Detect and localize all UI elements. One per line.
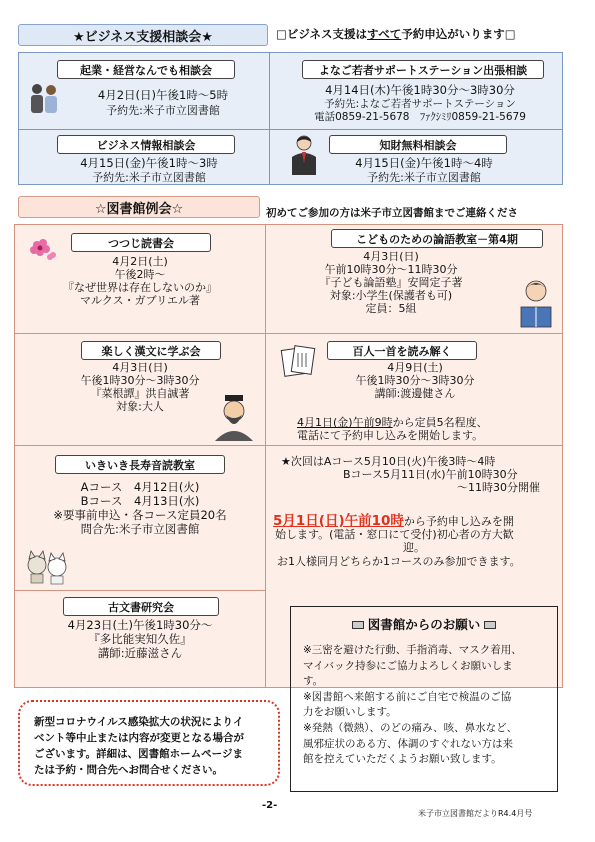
ip-consult-title: 知財無料相談会 <box>329 135 507 154</box>
tsutsuji-line-3: 『なぜ世界は存在しないのか』 <box>63 281 217 294</box>
tsutsuji-title: つつじ読書会 <box>71 233 211 252</box>
request-line-6: ※発熱（微熱）、のどの痛み、咳、鼻水など、 <box>303 721 518 734</box>
page-number: -2- <box>262 800 278 811</box>
next-course-line-4: 5月1日(日)午前10時から予約申し込みを開 <box>273 513 514 529</box>
komonjo-title: 古文書研究会 <box>63 597 219 616</box>
tsutsuji-line-2: 午後2時～ <box>114 268 166 281</box>
rongo-line-5: 定員：5組 <box>365 302 417 315</box>
biz-info-contact: 予約先:米子市立図書館 <box>92 171 206 184</box>
business-section-header: ★ビジネス支援相談会★ <box>18 24 268 46</box>
kanbun-line-1: 4月3日(日) <box>112 361 168 374</box>
consult-startup-title: 起業・経営なんでも相談会 <box>57 60 235 79</box>
book-icon <box>352 621 364 629</box>
request-line-2: マイバック持参にご協力よろしくお願いしま <box>303 659 513 672</box>
kanbun-title: 楽しく漢文に学ぶ会 <box>81 341 221 360</box>
hyakunin-note-1: 4月1日(金)午前9時から定員5名程度、 <box>297 416 488 429</box>
person-couple-icon <box>27 81 61 121</box>
komonjo-line-3: 講師:近藤滋さん <box>97 646 183 660</box>
rongo-line-4: 対象:小学生(保護者も可) <box>329 289 453 302</box>
business-divider-horizontal <box>19 129 562 130</box>
library-divider-vertical <box>265 225 266 687</box>
consult-startup-contact: 予約先:米子市立図書館 <box>106 104 220 117</box>
hyakunin-note-2: 電話にて予約申し込みを開始します。 <box>297 429 484 442</box>
next-course-line-2: Bコース5月11日(水)午前10時30分 <box>343 468 518 481</box>
ondoku-line-4: 問合先:米子市立図書館 <box>80 522 200 536</box>
consult-startup-date: 4月2日(日)午後1時～5時 <box>97 88 229 102</box>
next-course-line-5: 始します。(電話・窓口にて受付)初心者の方大歓 <box>275 528 514 541</box>
request-line-3: す。 <box>303 675 324 688</box>
hyakunin-title: 百人一首を読み解く <box>327 341 477 360</box>
ondoku-line-3: ※要事前申込・各コース定員20名 <box>53 508 227 522</box>
covid-notice-box <box>18 700 280 786</box>
rongo-title: こどものための論語教室－第4期 <box>331 229 543 248</box>
request-line-8: 館を控えていただくようお願い致します。 <box>303 753 502 766</box>
request-box <box>290 606 558 792</box>
request-line-4: ※図書館へ来館する前にご自宅で検温のご協 <box>303 690 512 703</box>
kanbun-line-2: 午後1時30分～3時30分 <box>80 374 200 387</box>
covid-line-3: ございます。詳細は、図書館ホームページま <box>34 748 243 760</box>
ondoku-line-1: Aコース 4月12日(火) <box>80 480 200 494</box>
youth-support-date: 4月14日(木)午後1時30分～3時30分 <box>325 83 515 97</box>
request-line-7: 風邪症状のある方、体調のすぐれない方は来 <box>303 737 513 750</box>
youth-support-tel: 電話0859-21-5678 ﾌｧｸｼﾐﾘ0859-21-5679 <box>314 111 526 123</box>
ip-consult-date: 4月15日(金)午後1時～4時 <box>355 156 493 170</box>
request-line-5: 力をお願いします。 <box>303 706 397 719</box>
library-divider-row1 <box>15 333 562 334</box>
covid-line-1: 新型コロナウイルス感染拡大の状況によりイ <box>34 716 244 728</box>
footer-source: 米子市立図書館だよりR4.4月号 <box>418 809 533 818</box>
next-course-line-3: ～11時30分開催 <box>457 481 540 494</box>
hyakunin-line-3: 講師:渡邊健さん <box>374 387 456 400</box>
request-title: 図書館からのお願い <box>303 615 545 633</box>
kanbun-line-3: 『菜根譚』洪自誠著 <box>90 387 190 400</box>
hyakunin-line-2: 午後1時30分～3時30分 <box>355 374 475 387</box>
child-reading-icon <box>515 277 557 329</box>
animals-icon <box>25 547 71 585</box>
biz-info-date: 4月15日(金)午後1時～3時 <box>80 156 218 170</box>
request-line-1: ※三密を避けた行動、手指消毒、マスク着用、 <box>303 644 522 656</box>
confucius-icon <box>211 393 257 441</box>
tsutsuji-line-1: 4月2日(土) <box>112 255 168 268</box>
youth-support-title: よなご若者サポートステーション出張相談 <box>302 60 544 79</box>
komonjo-line-1: 4月23日(土)午後1時30分～ <box>67 618 213 632</box>
business-divider-vertical <box>269 53 270 184</box>
rongo-line-1: 4月3日(日) <box>363 250 419 263</box>
business-panel <box>18 52 563 185</box>
ondoku-title: いきいき長寿音読教室 <box>55 455 225 474</box>
rongo-line-2: 午前10時30分～11時30分 <box>324 263 458 276</box>
komonjo-line-2: 『多比能実知久佐』 <box>88 632 192 646</box>
book-icon <box>484 621 496 629</box>
library-section-header: ☆図書館例会☆ <box>18 196 260 218</box>
ip-consult-contact: 予約先:米子市立図書館 <box>367 171 481 184</box>
youth-support-contact: 予約先:よなご若者サポートステーション <box>324 98 516 110</box>
hyakunin-line-1: 4月9日(土) <box>387 361 443 374</box>
library-divider-row2 <box>15 445 562 446</box>
library-divider-row3 <box>15 590 266 591</box>
covid-line-2: ベント等中止または内容が変更となる場合が <box>34 732 244 744</box>
ondoku-line-2: Bコース 4月13日(水) <box>80 494 200 508</box>
covid-line-4: たは予約・問合先へお問合せください。 <box>34 764 223 776</box>
next-course-line-6: 迎。 <box>403 541 425 554</box>
next-course-line-1: ★次回はAコース5月10日(火)午後3時～4時 <box>281 455 496 468</box>
businessman-icon <box>287 133 321 177</box>
kanbun-line-4: 対象:大人 <box>116 400 164 413</box>
business-notice: □ビジネス支援はすべて予約申込がいります□ <box>276 27 516 41</box>
rongo-line-3: 『子ども論語塾』安岡定子著 <box>319 276 463 289</box>
next-course-line-7: お1人様同月どちらか1コースのみ参加できます。 <box>277 555 521 568</box>
tsutsuji-line-4: マルクス・ガブリエル著 <box>79 294 200 307</box>
library-notice: 初めてご参加の方は米子市立図書館までご連絡くださ <box>266 207 518 219</box>
biz-info-title: ビジネス情報相談会 <box>57 135 235 154</box>
